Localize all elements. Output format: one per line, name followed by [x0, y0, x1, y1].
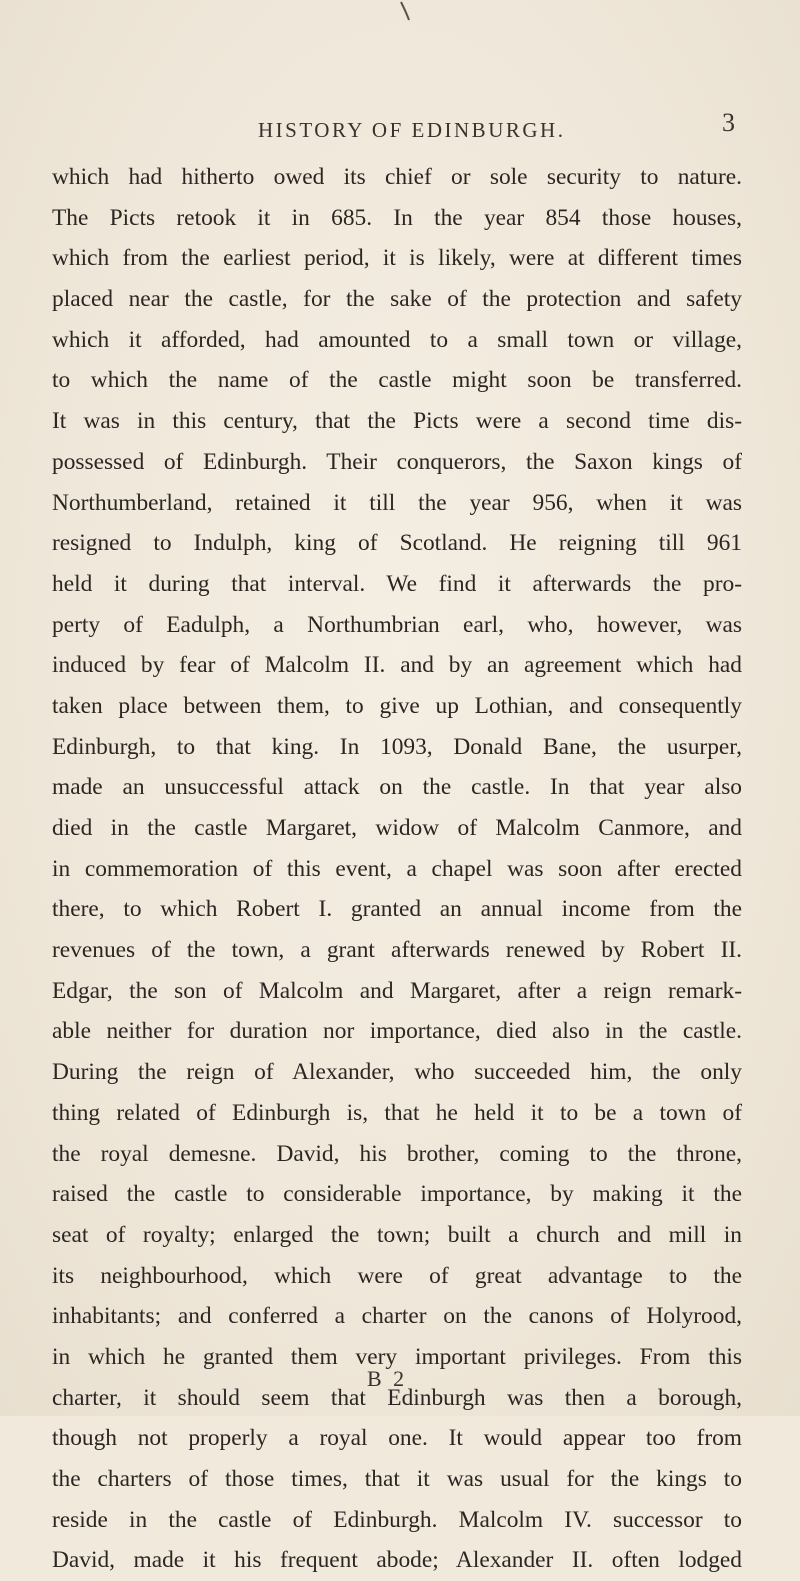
text-line: possessed of Edinburgh. Their conquerors, the Saxon kings of: [52, 448, 742, 475]
text-line: The Picts retook it in 685. In the year 854 those houses,: [52, 204, 742, 231]
text-line: able neither for duration nor importance, died also in the castle.: [52, 1018, 742, 1045]
text-line: held it during that interval. We find it afterwards the pro-: [52, 570, 742, 597]
text-line: there, to which Robert I. granted an annual income from the: [52, 896, 742, 923]
text-line: which had hitherto owed its chief or sole security to nature.: [52, 164, 742, 190]
running-title: HISTORY OF EDINBURGH.: [258, 118, 566, 142]
text-line: made an unsuccessful attack on the castle. In that year also: [52, 774, 742, 801]
text-line: taken place between them, to give up Lothian, and consequently: [52, 692, 742, 719]
text-line: revenues of the town, a grant afterwards renewed by Robert II.: [52, 937, 742, 964]
text-line: induced by fear of Malcolm II. and by an agreement which had: [52, 652, 742, 679]
text-line: Edgar, the son of Malcolm and Margaret, after a reign remark-: [52, 977, 742, 1004]
text-line: which from the earliest period, it is likely, were at different times: [52, 245, 742, 272]
text-line: During the reign of Alexander, who succeeded him, the only: [52, 1059, 742, 1086]
text-line: to which the name of the castle might soon be transferred.: [52, 367, 742, 394]
text-line: which it afforded, had amounted to a small town or village,: [52, 326, 742, 353]
ink-mark-icon: [398, 0, 412, 22]
text-line: perty of Eadulph, a Northumbrian earl, who, however, was: [52, 611, 742, 638]
signature-mark: B 2: [367, 1366, 408, 1391]
text-line: seat of royalty; enlarged the town; built a church and mill in: [52, 1221, 742, 1248]
text-line: charter, it should seem that Edinburgh was then a borough,: [52, 1384, 742, 1411]
text-line: its neighbourhood, which were of great advantage to the: [52, 1262, 742, 1289]
text-line: in which he granted them very important privileges. From this: [52, 1343, 742, 1370]
page-number: 3: [722, 108, 735, 137]
text-line: the charters of those times, that it was usual for the kings to: [52, 1466, 742, 1492]
text-line: resigned to Indulph, king of Scotland. He reigning till 961: [52, 530, 742, 557]
text-line: inhabitants; and conferred a charter on the canons of Holyrood,: [52, 1303, 742, 1330]
text-line: in commemoration of this event, a chapel was soon after erected: [52, 855, 742, 882]
text-line: Edinburgh, to that king. In 1093, Donald Bane, the usurper,: [52, 733, 742, 760]
text-line: though not properly a royal one. It would appear too from: [52, 1425, 742, 1452]
text-line: It was in this century, that the Picts were a second time dis-: [52, 408, 742, 435]
text-line: the royal demesne. David, his brother, coming to the throne,: [52, 1140, 742, 1167]
text-line: raised the castle to considerable importance, by making it the: [52, 1181, 742, 1208]
text-line: placed near the castle, for the sake of the protection and safety: [52, 286, 742, 313]
text-line: Northumberland, retained it till the year 956, when it was: [52, 489, 742, 516]
text-line: thing related of Edinburgh is, that he held it to be a town of: [52, 1099, 742, 1126]
text-line: reside in the castle of Edinburgh. Malcolm IV. successor to: [52, 1506, 742, 1533]
text-line: David, made it his frequent abode; Alexander II. often lodged: [52, 1547, 742, 1574]
text-line: died in the castle Margaret, widow of Malcolm Canmore, and: [52, 815, 742, 841]
